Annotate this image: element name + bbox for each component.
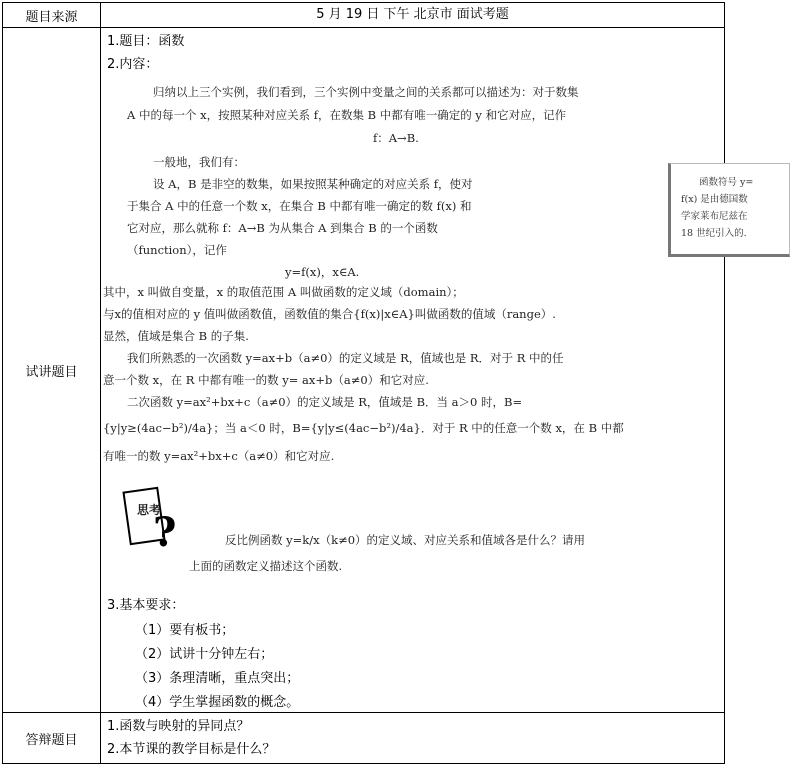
defense-question-1: 1.函数与映射的异同点？ [107,719,250,734]
scan-line-6: 于集合 A 中的任意一个数 x，在集合 B 中都有唯一确定的数 f(x) 和 [127,199,472,213]
scan-line-14: 意一个数 x，在 R 中都有唯一的数 y= ax+b（a≠0）和它对应. [103,373,429,387]
scan-line-3: f：A→B. [373,131,419,145]
note-line-3: 学家莱布尼兹在 [681,211,748,222]
scan-line-1: 归纳以上三个实例，我们看到，三个实例中变量之间的关系都可以描述为：对于数集 [153,85,579,99]
scan-line-17: 有唯一的数 y=ax²+bx+c（a≠0）和它对应. [103,449,335,463]
note-line-4: 18 世纪引入的. [681,228,747,239]
scan-line-12: 显然，值域是集合 B 的子集. [103,329,249,343]
scan-line-18: 反比例函数 y=k/x（k≠0）的定义域、对应关系和值域各是什么？请用 [225,533,586,547]
source-label: 题目来源 [3,3,101,28]
trial-content [101,28,754,713]
scan-line-16: {y|y≥(4ac−b²)/4a}；当 a＜0 时，B={y|y≤(4ac−b²)/4a}．对于 R 中的任意一个数 x，在 B 中都 [103,421,624,435]
scan-line-5: 设 A，B 是非空的数集，如果按照某种确定的对应关系 f，使对 [153,177,473,191]
requirements-title: 3.基本要求： [107,598,185,613]
scan-line-7: 它对应，那么就称 f：A→B 为从集合 A 到集合 B 的一个函数 [127,221,438,235]
content-label: 2.内容： [107,57,159,72]
trial-row [3,28,725,713]
requirement-1: （1）要有板书； [135,623,235,638]
side-note [668,163,790,257]
scan-line-11: 与x的值相对应的 y 值叫做函数值，函数值的集合{f(x)|x∈A}叫做函数的值域（range）. [103,307,556,321]
think-label-text: 思考 [137,503,162,517]
scan-line-19: 上面的函数定义描述这个函数. [189,559,343,573]
scan-line-13: 我们所熟悉的一次函数 y=ax+b（a≠0）的定义域是 R，值域也是 R．对于 R 中的任 [127,351,564,365]
scan-line-10: 其中，x 叫做自变量，x 的取值范围 A 叫做函数的定义域（domain）； [103,285,464,299]
requirement-2: （2）试讲十分钟左右； [135,647,274,662]
defense-label: 答辩题目 [3,713,101,764]
requirement-3: （3）条理清晰，重点突出； [135,671,300,686]
defense-content [101,713,725,764]
trial-label: 试讲题目 [3,28,101,713]
topic-line: 1.题目：函数 [107,34,185,49]
scan-line-9: y=f(x)，x∈A. [285,265,360,279]
defense-row [3,713,725,764]
scan-line-2: A 中的每一个 x，按照某种对应关系 f，在数集 B 中都有唯一确定的 y 和它对应，记作 [127,108,567,122]
think-icon [123,486,183,558]
requirement-4: （4）学生掌握函数的概念。 [135,695,300,710]
scan-line-15: 二次函数 y=ax²+bx+c（a≠0）的定义域是 R，值域是 B．当 a＞0 时，B= [127,395,523,409]
note-line-1: 函数符号 y= [699,177,754,188]
source-value: 5 月 19 日 下午 北京市 面试考题 [101,3,725,28]
header-row [3,3,725,28]
note-line-2: f(x) 是由德国数 [681,194,748,205]
scan-line-8: （function），记作 [127,243,227,257]
defense-question-2: 2.本节课的教学目标是什么？ [107,742,276,757]
svg-text:?: ? [153,509,177,556]
scan-line-4: 一般地，我们有： [153,155,245,169]
exam-table [2,2,754,764]
